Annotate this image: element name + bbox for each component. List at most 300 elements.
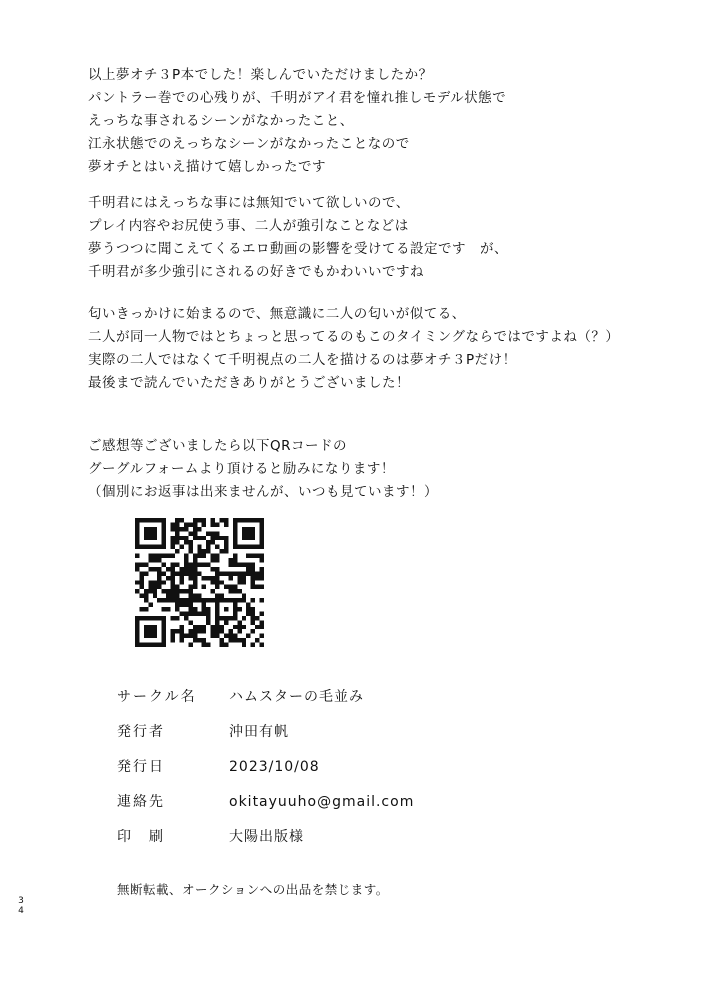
qr-module — [255, 616, 259, 620]
qr-module — [162, 643, 166, 647]
qr-module — [246, 545, 250, 549]
qr-module — [171, 616, 175, 620]
page-number-digit: 3 — [18, 896, 24, 906]
qr-module — [162, 518, 166, 522]
qr-module — [260, 567, 264, 571]
qr-module — [260, 598, 264, 602]
qr-module — [153, 536, 157, 540]
qr-module — [188, 598, 192, 602]
qr-module — [220, 598, 224, 602]
qr-module — [242, 580, 246, 584]
qr-module — [179, 629, 183, 633]
qr-module — [153, 545, 157, 549]
qr-module — [224, 620, 228, 624]
qr-module — [135, 527, 139, 531]
qr-module — [135, 554, 139, 558]
qr-module — [228, 616, 232, 620]
qr-module — [153, 558, 157, 562]
qr-module — [215, 620, 219, 624]
qr-module — [206, 545, 210, 549]
qr-module — [224, 585, 228, 589]
qr-module — [179, 567, 183, 571]
qr-module — [237, 576, 241, 580]
qr-module — [211, 531, 215, 535]
copyright-notice: 無断転載、オークションへの出品を禁じます。 — [117, 882, 389, 897]
qr-module — [228, 562, 232, 566]
qr-module — [135, 643, 139, 647]
qr-module — [237, 638, 241, 642]
qr-module — [246, 571, 250, 575]
qr-module — [179, 536, 183, 540]
qr-module — [251, 518, 255, 522]
qr-module — [228, 629, 232, 633]
text-line: 江永状態でのえっちなシーンがなかったことなので — [88, 136, 410, 152]
qr-module — [171, 527, 175, 531]
qr-module — [188, 571, 192, 575]
qr-module — [224, 571, 228, 575]
qr-module — [251, 580, 255, 584]
qr-module — [211, 625, 215, 629]
qr-module — [162, 620, 166, 624]
qr-module — [148, 585, 152, 589]
qr-module — [260, 518, 264, 522]
qr-module — [148, 554, 152, 558]
qr-module — [242, 594, 246, 598]
qr-module — [233, 571, 237, 575]
qr-module — [237, 562, 241, 566]
qr-module — [157, 558, 161, 562]
qr-module — [193, 562, 197, 566]
qr-module — [260, 620, 264, 624]
qr-module — [171, 589, 175, 593]
qr-module — [246, 603, 250, 607]
qr-module — [153, 554, 157, 558]
qr-module — [246, 531, 250, 535]
text-line: パントラー巻での心残りが、千明がアイ君を憧れ推しモデル状態で — [88, 90, 507, 106]
qr-module — [153, 518, 157, 522]
qr-module — [242, 545, 246, 549]
qr-module — [184, 598, 188, 602]
qr-module — [184, 554, 188, 558]
qr-module — [260, 611, 264, 615]
qr-module — [246, 554, 250, 558]
qr-module — [135, 634, 139, 638]
text-line: 千明君にはえっちな事には無知でいて欲しいので、 — [88, 195, 410, 211]
qr-module — [224, 598, 228, 602]
qr-module — [193, 567, 197, 571]
qr-module — [162, 527, 166, 531]
circle-name-value: ハムスターの毛並み — [229, 689, 364, 705]
qr-module — [179, 576, 183, 580]
qr-module — [153, 594, 157, 598]
qr-module — [139, 607, 143, 611]
qr-module — [148, 629, 152, 633]
qr-module — [153, 567, 157, 571]
qr-module — [197, 554, 201, 558]
qr-module — [224, 616, 228, 620]
qr-module — [237, 589, 241, 593]
qr-module — [215, 576, 219, 580]
qr-module — [233, 536, 237, 540]
qr-module — [202, 629, 206, 633]
qr-module — [251, 611, 255, 615]
qr-module — [162, 625, 166, 629]
qr-module — [242, 576, 246, 580]
qr-module — [179, 625, 183, 629]
qr-module — [215, 522, 219, 526]
qr-module — [188, 562, 192, 566]
qr-module — [260, 558, 264, 562]
qr-module — [162, 598, 166, 602]
qr-module — [175, 527, 179, 531]
qr-module — [246, 567, 250, 571]
qr-module — [179, 518, 183, 522]
qr-module — [171, 571, 175, 575]
qr-module — [179, 589, 183, 593]
qr-module — [188, 607, 192, 611]
circle-name-label: サークル名 — [117, 689, 197, 705]
qr-module — [162, 616, 166, 620]
qr-module — [153, 527, 157, 531]
qr-module — [148, 603, 152, 607]
qr-module — [144, 607, 148, 611]
qr-module — [202, 522, 206, 526]
qr-module — [135, 531, 139, 535]
qr-module — [148, 625, 152, 629]
qr-module — [144, 571, 148, 575]
qr-module — [220, 629, 224, 633]
qr-module — [166, 607, 170, 611]
qr-module — [188, 629, 192, 633]
contact-label: 連絡先 — [117, 794, 165, 810]
qr-module — [251, 567, 255, 571]
qr-module — [135, 629, 139, 633]
qr-module — [197, 562, 201, 566]
qr-module — [135, 616, 139, 620]
qr-module — [202, 643, 206, 647]
qr-module — [162, 607, 166, 611]
qr-module — [211, 634, 215, 638]
page-number — [16, 896, 26, 916]
qr-module — [237, 571, 241, 575]
qr-module — [153, 585, 157, 589]
text-line: グーグルフォームより頂けると励みになります！ — [88, 461, 395, 477]
qr-module — [188, 567, 192, 571]
qr-module — [193, 522, 197, 526]
qr-module — [139, 585, 143, 589]
qr-module — [188, 576, 192, 580]
qr-module — [144, 629, 148, 633]
qr-module — [206, 611, 210, 615]
qr-module — [260, 585, 264, 589]
qr-module — [171, 554, 175, 558]
qr-module — [148, 643, 152, 647]
qr-module — [153, 531, 157, 535]
qr-module — [175, 598, 179, 602]
qr-module — [224, 643, 228, 647]
qr-module — [251, 620, 255, 624]
text-line: 以上夢オチ３P本でした！楽しんでいただけましたか？ — [88, 67, 433, 83]
qr-module — [184, 611, 188, 615]
qr-module — [215, 616, 219, 620]
qr-module — [184, 567, 188, 571]
qr-module — [255, 625, 259, 629]
qr-module — [233, 518, 237, 522]
qr-module — [220, 643, 224, 647]
qr-module — [135, 562, 139, 566]
qr-module — [215, 607, 219, 611]
qr-module — [193, 594, 197, 598]
qr-module — [135, 567, 139, 571]
qr-module — [233, 531, 237, 535]
qr-module — [228, 571, 232, 575]
afterword-paragraph-1 — [88, 64, 506, 179]
text-line: 夢うつつに聞こえてくるエロ動画の影響を受けてる設定です が、 — [88, 241, 508, 257]
qr-module — [184, 589, 188, 593]
qr-module — [251, 643, 255, 647]
qr-module — [197, 518, 201, 522]
qr-module — [255, 638, 259, 642]
qr-module — [251, 527, 255, 531]
qr-module — [260, 536, 264, 540]
qr-module — [197, 571, 201, 575]
qr-module — [251, 598, 255, 602]
qr-module — [211, 589, 215, 593]
qr-module — [242, 527, 246, 531]
qr-module — [215, 536, 219, 540]
qr-module — [260, 540, 264, 544]
qr-module — [175, 616, 179, 620]
qr-module — [162, 638, 166, 642]
qr-module — [135, 540, 139, 544]
qr-code-icon[interactable] — [135, 518, 264, 647]
qr-module — [179, 545, 183, 549]
qr-module — [206, 562, 210, 566]
qr-module — [193, 629, 197, 633]
qr-module — [202, 576, 206, 580]
page-number-digit: 4 — [18, 906, 24, 916]
text-line: 二人が同一人物ではとちょっと思ってるのもこのタイミングならではですよね（？） — [88, 329, 620, 345]
qr-module — [215, 554, 219, 558]
qr-module — [202, 536, 206, 540]
qr-module — [175, 589, 179, 593]
qr-module — [193, 607, 197, 611]
qr-module — [260, 522, 264, 526]
qr-module — [228, 634, 232, 638]
qr-module — [153, 580, 157, 584]
qr-module — [251, 607, 255, 611]
qr-module — [237, 607, 241, 611]
qr-module — [139, 576, 143, 580]
qr-module — [206, 620, 210, 624]
qr-module — [211, 580, 215, 584]
qr-module — [202, 549, 206, 553]
qr-module — [162, 571, 166, 575]
qr-module — [260, 554, 264, 558]
qr-module — [171, 540, 175, 544]
qr-module — [148, 536, 152, 540]
qr-module — [251, 562, 255, 566]
qr-module — [197, 594, 201, 598]
qr-module — [175, 629, 179, 633]
qr-module — [193, 554, 197, 558]
qr-module — [193, 580, 197, 584]
qr-module — [237, 580, 241, 584]
qr-module — [188, 589, 192, 593]
qr-module — [215, 611, 219, 615]
qr-module — [206, 607, 210, 611]
qr-module — [171, 562, 175, 566]
qr-module — [215, 594, 219, 598]
qr-module — [135, 522, 139, 526]
qr-module — [139, 562, 143, 566]
qr-module — [188, 643, 192, 647]
qr-module — [251, 576, 255, 580]
printer-label: 印 刷 — [117, 829, 165, 845]
qr-module — [175, 540, 179, 544]
qr-module — [224, 549, 228, 553]
qr-module — [171, 598, 175, 602]
text-line: ご感想等ございましたら以下QRコードの — [88, 438, 348, 454]
qr-module — [233, 527, 237, 531]
qr-module — [184, 558, 188, 562]
qr-module — [233, 545, 237, 549]
qr-module — [197, 625, 201, 629]
qr-module — [215, 580, 219, 584]
qr-module — [179, 603, 183, 607]
qr-module — [175, 603, 179, 607]
qr-module — [162, 554, 166, 558]
qr-module — [224, 540, 228, 544]
qr-module — [139, 643, 143, 647]
qr-module — [255, 518, 259, 522]
qr-module — [139, 571, 143, 575]
qr-module — [224, 522, 228, 526]
qr-module — [148, 558, 152, 562]
qr-module — [175, 585, 179, 589]
qr-module — [206, 531, 210, 535]
qr-module — [179, 580, 183, 584]
qr-module — [193, 558, 197, 562]
qr-module — [188, 540, 192, 544]
qr-module — [157, 567, 161, 571]
qr-module — [188, 585, 192, 589]
qr-module — [144, 634, 148, 638]
qr-module — [211, 540, 215, 544]
qr-module — [175, 571, 179, 575]
qr-module — [242, 518, 246, 522]
qr-module — [242, 638, 246, 642]
qr-module — [260, 527, 264, 531]
qr-module — [148, 527, 152, 531]
qr-module — [260, 571, 264, 575]
qr-module — [162, 634, 166, 638]
qr-module — [242, 536, 246, 540]
qr-module — [144, 598, 148, 602]
qr-module — [148, 518, 152, 522]
qr-module — [193, 576, 197, 580]
qr-module — [255, 585, 259, 589]
qr-module — [242, 531, 246, 535]
qr-module — [260, 643, 264, 647]
qr-module — [233, 554, 237, 558]
printer-value: 大陽出版様 — [229, 829, 304, 845]
qr-module — [202, 638, 206, 642]
qr-module — [242, 571, 246, 575]
qr-module — [206, 576, 210, 580]
qr-module — [233, 638, 237, 642]
qr-module — [157, 580, 161, 584]
qr-module — [197, 638, 201, 642]
qr-module — [211, 554, 215, 558]
qr-module — [171, 522, 175, 526]
qr-module — [171, 536, 175, 540]
qr-module — [206, 540, 210, 544]
qr-module — [175, 536, 179, 540]
qr-module — [184, 603, 188, 607]
qr-module — [162, 531, 166, 535]
qr-module — [148, 567, 152, 571]
qr-module — [228, 585, 232, 589]
publish-date-label: 発行日 — [117, 759, 165, 775]
qr-module — [148, 616, 152, 620]
qr-module — [251, 571, 255, 575]
qr-module — [233, 598, 237, 602]
qr-module — [246, 611, 250, 615]
qr-module — [211, 536, 215, 540]
qr-module — [184, 536, 188, 540]
qr-module — [215, 625, 219, 629]
qr-module — [202, 585, 206, 589]
qr-module — [188, 594, 192, 598]
qr-module — [215, 531, 219, 535]
qr-module — [224, 607, 228, 611]
qr-module — [148, 580, 152, 584]
qr-module — [220, 616, 224, 620]
qr-module — [211, 518, 215, 522]
text-line: 千明君が多少強引にされるの好きでもかわいいですね — [88, 264, 424, 280]
qr-module — [246, 634, 250, 638]
qr-module — [144, 594, 148, 598]
qr-module — [242, 643, 246, 647]
qr-module — [228, 598, 232, 602]
qr-module — [153, 625, 157, 629]
qr-module — [193, 531, 197, 535]
qr-module — [135, 638, 139, 642]
qr-module — [139, 518, 143, 522]
qr-module — [157, 554, 161, 558]
qr-module — [260, 531, 264, 535]
qr-module — [206, 616, 210, 620]
qr-module — [166, 589, 170, 593]
qr-module — [184, 522, 188, 526]
qr-module — [157, 571, 161, 575]
qr-module — [202, 518, 206, 522]
qr-module — [171, 594, 175, 598]
qr-module — [162, 536, 166, 540]
text-line: えっちな事されるシーンがなかったこと、 — [88, 113, 354, 129]
qr-module — [251, 629, 255, 633]
contact-email[interactable]: okitayuuho@gmail.com — [229, 794, 415, 810]
qr-module — [228, 589, 232, 593]
qr-module — [171, 629, 175, 633]
qr-module — [193, 585, 197, 589]
qr-module — [237, 629, 241, 633]
qr-module — [157, 616, 161, 620]
text-line: プレイ内容やお尻使う事、二人が強引なことなどは — [88, 218, 409, 234]
qr-module — [260, 576, 264, 580]
qr-module — [193, 571, 197, 575]
